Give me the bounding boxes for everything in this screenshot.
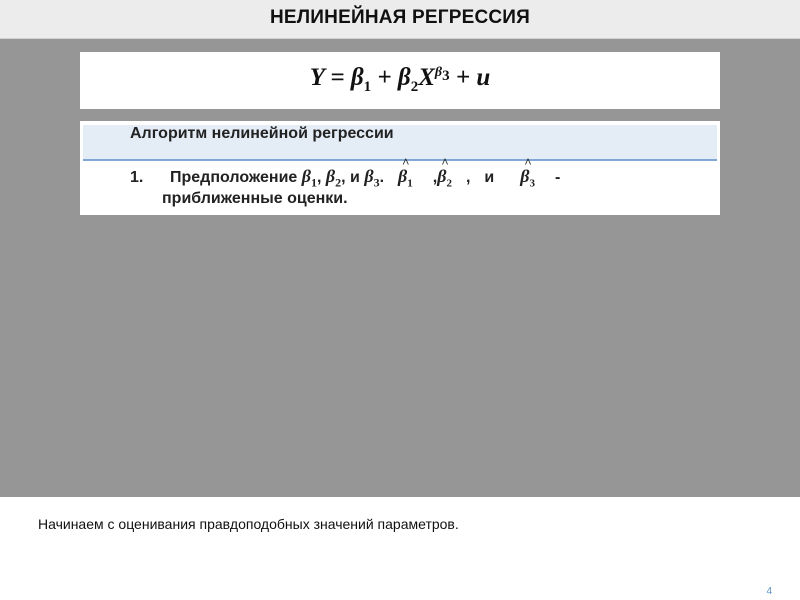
algorithm-title: Алгоритм нелинейной регрессии <box>130 125 394 142</box>
step-beta2: $\beta_2$ <box>325 166 342 190</box>
slide-content-area <box>0 39 800 497</box>
slide-header <box>0 0 800 39</box>
slide-caption: Начинаем с оценивания правдоподобных значений параметров. <box>38 516 459 532</box>
regression-formula <box>80 64 720 96</box>
beta1-hat: ^ $\beta_1$ <box>398 166 413 190</box>
formula-u: u <box>476 64 491 91</box>
algorithm-step-1-continued: приближенные оценки. <box>162 190 348 207</box>
step-number: 1. <box>130 169 144 186</box>
formula-beta1: $\beta_1$ <box>350 64 372 95</box>
formula-plus2: + <box>455 64 471 91</box>
formula-y: Y <box>309 64 325 91</box>
step-and: , и <box>341 169 360 186</box>
algorithm-box <box>80 121 720 215</box>
formula-x: X <box>418 64 435 91</box>
formula-box <box>80 52 720 109</box>
beta3-hat: ^ $\beta_3$ <box>520 166 535 190</box>
formula-beta2: $\beta_2$ <box>397 64 419 95</box>
algorithm-step-1: 1. Предположение $\beta_1$, $\beta_2$, и $\beta_3.\^{}$ $\beta_1$ ,^ $\beta_2$ , и^ $\beta_3$ - <box>130 166 560 191</box>
step-beta1: $\beta_1$ <box>301 166 317 190</box>
step-beta3: $\beta_3$ <box>364 166 380 190</box>
beta2-hat: ^ $\beta_2$ <box>437 166 452 190</box>
step-and-2: и <box>484 169 495 186</box>
page-number: 4 <box>766 586 772 597</box>
formula-exponent: β3 <box>434 64 450 84</box>
formula-plus1: + <box>377 64 392 91</box>
step-text: Предположение <box>170 169 298 186</box>
slide-title: НЕЛИНЕЙНАЯ РЕГРЕССИЯ <box>269 7 531 28</box>
formula-equals: = <box>330 64 345 91</box>
